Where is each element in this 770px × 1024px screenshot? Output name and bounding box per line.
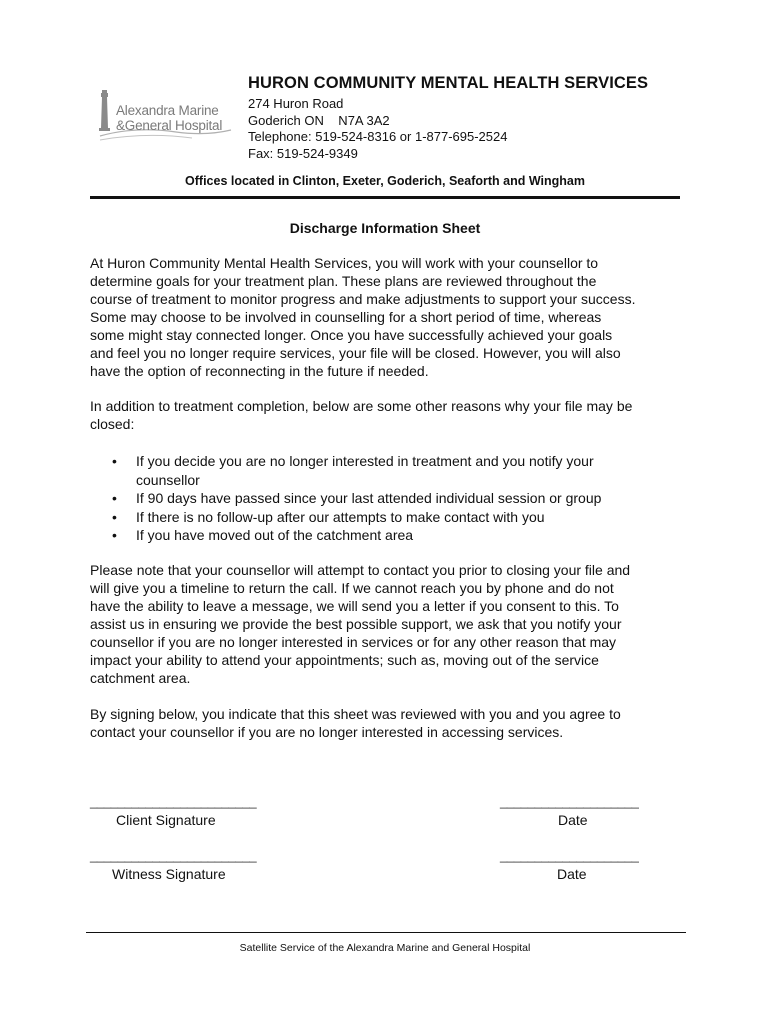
- text-line: counsellor if you are no longer interested in services or for any other reason that may: [90, 634, 617, 650]
- fax: Fax: 519-524-9349: [248, 146, 358, 161]
- witness-signature-field[interactable]: ________________________: [90, 848, 257, 863]
- text-line: • If 90 days have passed since your last attended individual session or group: [136, 490, 602, 506]
- document-title: Discharge Information Sheet: [289, 220, 481, 236]
- text-line: In addition to treatment completion, below are some other reasons why your file may be: [90, 398, 633, 414]
- paragraph-contact-notice: [90, 561, 690, 687]
- paragraph-reasons: [90, 397, 690, 433]
- text-line: At Huron Community Mental Health Services, you will work with your counsellor to: [90, 255, 599, 271]
- text-line: • If you have moved out of the catchment area: [136, 527, 414, 543]
- organization-name: HURON COMMUNITY MENTAL HEALTH SERVICES: [248, 74, 649, 92]
- office-locations-text: Offices located in Clinton, Exeter, Goderich, Seaforth and Wingham: [185, 174, 585, 188]
- logo-line-2: &General Hospital: [116, 118, 223, 133]
- text-line: By signing below, you indicate that this sheet was reviewed with you and you agree to: [90, 706, 621, 722]
- paragraph-intro: [90, 254, 690, 380]
- witness-date-field[interactable]: ____________________: [500, 848, 639, 863]
- text-line: determine goals for your treatment plan. These plans are reviewed throughout the: [90, 273, 597, 289]
- paragraph-signing-agreement: [90, 705, 690, 741]
- text-line: some might stay connected longer. Once you have successfully achieved your goals: [90, 327, 613, 343]
- list-item: [112, 526, 682, 545]
- client-date-field[interactable]: ____________________: [500, 794, 639, 809]
- text-line: catchment area.: [90, 670, 191, 686]
- text-line: and feel you no longer require services, your file will be closed. However, you will also: [90, 345, 621, 361]
- text-line: assist us in ensuring we provide the best possible support, we ask that you notify your: [90, 616, 622, 632]
- footer-text: Satellite Service of the Alexandra Marine and General Hospital: [239, 942, 531, 954]
- text-line: have the option of reconnecting in the future if needed.: [90, 363, 429, 379]
- witness-signature-label: Witness Signature: [112, 866, 226, 882]
- client-date-label: Date: [558, 812, 588, 828]
- witness-date-label: Date: [557, 866, 587, 882]
- client-signature-label: Client Signature: [116, 812, 216, 828]
- text-line: counsellor: [136, 471, 200, 488]
- header-divider: [90, 196, 680, 199]
- text-line: Please note that your counsellor will attempt to contact you prior to closing your file and: [90, 562, 631, 578]
- list-item: [112, 452, 682, 489]
- text-line: contact your counsellor if you are no longer interested in accessing services.: [90, 724, 564, 740]
- text-line: Some may choose to be involved in counselling for a short period of time, whereas: [90, 309, 602, 325]
- reasons-list: [112, 452, 682, 545]
- text-line: closed:: [90, 416, 135, 432]
- text-line: course of treatment to monitor progress and make adjustments to support your success.: [90, 291, 636, 307]
- text-line: • If there is no follow-up after our attempts to make contact with you: [136, 508, 545, 525]
- logo-line-1: Alexandra Marine: [116, 103, 219, 118]
- address-city: Goderich ON N7A 3A2: [248, 113, 390, 128]
- office-locations: [0, 174, 770, 188]
- list-item: [112, 489, 682, 508]
- address-street: 274 Huron Road: [248, 96, 344, 111]
- list-item: [112, 508, 682, 527]
- footer-divider: [86, 932, 686, 933]
- client-signature-field[interactable]: ________________________: [90, 794, 257, 809]
- telephone: Telephone: 519-524-8316 or 1-877-695-2524: [248, 129, 508, 144]
- text-line: impact your ability to attend your appointments; such as, moving out of the service: [90, 652, 599, 668]
- text-line: • If you decide you are no longer interested in treatment and you notify your: [136, 453, 594, 469]
- text-line: have the ability to leave a message, we will send you a letter if you consent to this. To: [90, 598, 619, 614]
- text-line: will give you a timeline to return the call. If we cannot reach you by phone and do not: [90, 580, 614, 596]
- hospital-logo-text: [116, 103, 222, 133]
